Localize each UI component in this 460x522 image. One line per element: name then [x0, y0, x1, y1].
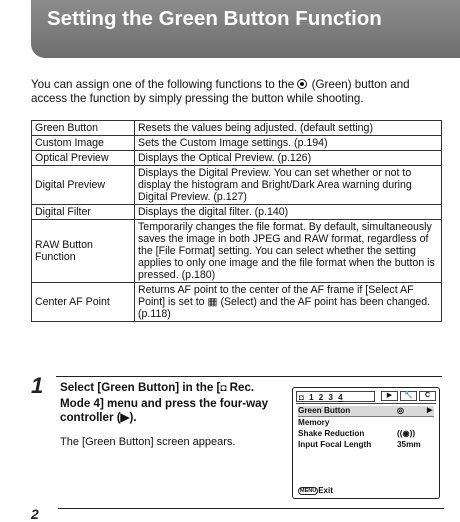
- menu-key-icon: MENU: [300, 488, 317, 494]
- function-description: Displays the digital filter. (p.140): [135, 205, 442, 220]
- camera-menu-screen: [292, 387, 440, 499]
- right-arrow-icon: ▶: [427, 407, 433, 414]
- shake-reduction-icon: ((◉)): [397, 429, 416, 438]
- wrench-tab-icon: 🔧: [400, 391, 417, 401]
- menu-item-label: Green Button: [298, 406, 351, 415]
- green-button-icon: [297, 79, 307, 89]
- function-name: Center AF Point: [32, 283, 135, 322]
- menu-item-label: Shake Reduction: [298, 429, 365, 438]
- function-description: Sets the Custom Image settings. (p.194): [135, 136, 442, 151]
- page-title: Setting the Green Button Function: [47, 7, 382, 30]
- tab-divider: [296, 403, 436, 404]
- function-description: Temporarily changes the file format. By default, simultaneously saves the image in both JPEG and RAW format, regardless of the [File Format] setting. You can select whether the setting applies to only one image and the file format when the button is pressed. (p.180): [135, 220, 442, 283]
- exit-label: Exit: [318, 486, 333, 495]
- camera-tab-icon: ◘: [299, 393, 304, 402]
- function-description: Displays the Optical Preview. (p.126): [135, 151, 442, 166]
- step-description: The [Green Button] screen appears.: [60, 436, 236, 448]
- function-description: Displays the Digital Preview. You can set whether or not to display the histogram and Bright/Dark Area warning during Digital Preview. (p.127): [135, 166, 442, 205]
- custom-tab: C: [419, 391, 436, 401]
- tab-number: 3: [328, 393, 333, 402]
- function-name: Digital Filter: [32, 205, 135, 220]
- function-name: Custom Image: [32, 136, 135, 151]
- rec-mode-tabs: [296, 391, 375, 402]
- function-name: RAW Button Function: [32, 220, 135, 283]
- table-row: [32, 136, 442, 151]
- current-tab-number: 4: [338, 393, 343, 402]
- function-description: Resets the values being adjusted. (default setting): [135, 121, 442, 136]
- camera-icon: ◘: [220, 383, 227, 394]
- table-row: [32, 205, 442, 220]
- next-step-number: 2: [31, 506, 39, 522]
- title-bar: [31, 0, 460, 58]
- exit-hint: [298, 486, 333, 496]
- af-select-icon: ▦: [207, 296, 218, 308]
- table-row: [32, 283, 442, 322]
- table-row: [32, 220, 442, 283]
- intro-text-after: (Green) button and access the function by simply pressing the button while shooting.: [31, 78, 410, 105]
- function-name: Green Button: [32, 121, 135, 136]
- menu-tabs: [296, 391, 436, 403]
- step-title-part2: Rec. Mode 4] menu and press the four-way controller (▶).: [60, 381, 269, 424]
- intro-text-before: You can assign one of the following functions to the: [31, 78, 298, 91]
- step-instruction: [60, 381, 282, 426]
- functions-table: [31, 120, 442, 322]
- menu-item-shake-reduction: [298, 429, 434, 439]
- table-row: [32, 151, 442, 166]
- description-text-before: Returns AF point to the center of the AF frame if [Select AF Point] is set to: [138, 284, 414, 308]
- function-description: [135, 283, 442, 322]
- intro-paragraph: [31, 78, 447, 106]
- step-divider: [56, 376, 442, 377]
- step-number: 1: [31, 373, 44, 398]
- function-name: Optical Preview: [32, 151, 135, 166]
- menu-item-green-button: [298, 406, 434, 417]
- table-row: [32, 121, 442, 136]
- next-step-divider: [58, 508, 444, 509]
- menu-item-input-focal-length: [298, 440, 434, 450]
- green-button-value-icon: ◎: [397, 406, 405, 415]
- tab-number: 1: [309, 393, 314, 402]
- step-title-part1: Select [Green Button] in the [: [60, 381, 221, 394]
- tab-number: 2: [318, 393, 324, 402]
- playback-tab-icon: ▶: [381, 391, 398, 401]
- table-row: [32, 166, 442, 205]
- menu-item-label: Input Focal Length: [298, 440, 372, 449]
- menu-item-value: 35mm: [397, 440, 421, 449]
- description-text-after: (Select) and the AF point has been changed. (p.118): [138, 296, 431, 320]
- menu-item-memory: [298, 418, 434, 428]
- menu-item-label: Memory: [298, 418, 330, 427]
- function-name: Digital Preview: [32, 166, 135, 205]
